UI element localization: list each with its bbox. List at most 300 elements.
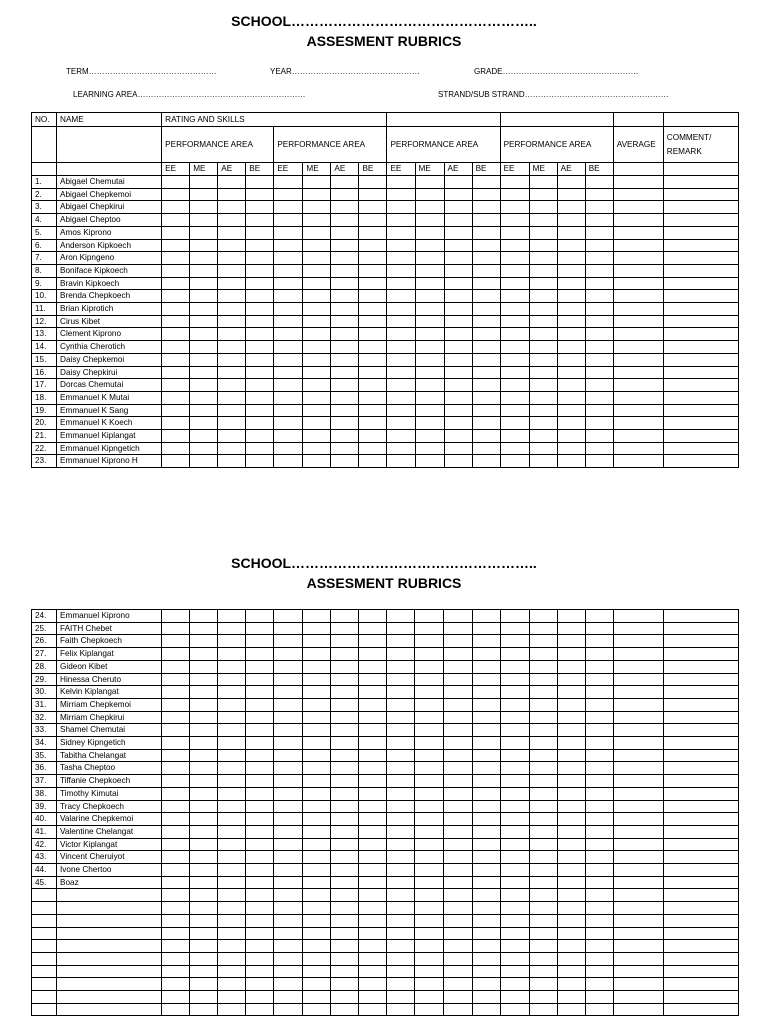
- score-cell[interactable]: [162, 391, 190, 404]
- score-cell[interactable]: [500, 648, 529, 661]
- remark-cell[interactable]: [663, 303, 738, 316]
- score-cell[interactable]: [529, 430, 557, 443]
- score-cell[interactable]: [444, 239, 472, 252]
- score-cell[interactable]: [246, 391, 274, 404]
- score-cell[interactable]: [472, 711, 500, 724]
- score-cell[interactable]: [274, 889, 303, 902]
- score-cell[interactable]: [190, 813, 218, 826]
- score-cell[interactable]: [387, 622, 415, 635]
- score-cell[interactable]: [218, 724, 246, 737]
- score-cell[interactable]: [246, 648, 274, 661]
- score-cell[interactable]: [387, 353, 415, 366]
- score-cell[interactable]: [331, 876, 359, 889]
- score-cell[interactable]: [500, 442, 529, 455]
- score-cell[interactable]: [218, 1003, 246, 1016]
- score-cell[interactable]: [359, 417, 387, 430]
- score-cell[interactable]: [359, 315, 387, 328]
- score-cell[interactable]: [359, 762, 387, 775]
- score-cell[interactable]: [303, 800, 331, 813]
- score-cell[interactable]: [557, 673, 585, 686]
- score-cell[interactable]: [500, 825, 529, 838]
- score-cell[interactable]: [190, 648, 218, 661]
- score-cell[interactable]: [190, 673, 218, 686]
- score-cell[interactable]: [500, 1003, 529, 1016]
- remark-cell[interactable]: [663, 252, 738, 265]
- average-cell[interactable]: [613, 417, 663, 430]
- score-cell[interactable]: [500, 353, 529, 366]
- score-cell[interactable]: [500, 366, 529, 379]
- score-cell[interactable]: [303, 673, 331, 686]
- score-cell[interactable]: [190, 188, 218, 201]
- score-cell[interactable]: [359, 303, 387, 316]
- score-cell[interactable]: [444, 417, 472, 430]
- score-cell[interactable]: [529, 965, 557, 978]
- score-cell[interactable]: [415, 876, 444, 889]
- score-cell[interactable]: [246, 188, 274, 201]
- remark-cell[interactable]: [663, 366, 738, 379]
- score-cell[interactable]: [387, 813, 415, 826]
- score-cell[interactable]: [444, 889, 472, 902]
- score-cell[interactable]: [472, 1003, 500, 1016]
- average-cell[interactable]: [613, 902, 663, 915]
- score-cell[interactable]: [359, 749, 387, 762]
- average-cell[interactable]: [613, 787, 663, 800]
- score-cell[interactable]: [500, 303, 529, 316]
- score-cell[interactable]: [331, 813, 359, 826]
- score-cell[interactable]: [274, 927, 303, 940]
- score-cell[interactable]: [162, 737, 190, 750]
- remark-cell[interactable]: [663, 673, 738, 686]
- score-cell[interactable]: [190, 404, 218, 417]
- score-cell[interactable]: [246, 825, 274, 838]
- average-cell[interactable]: [613, 927, 663, 940]
- score-cell[interactable]: [162, 851, 190, 864]
- score-cell[interactable]: [303, 990, 331, 1003]
- score-cell[interactable]: [500, 876, 529, 889]
- score-cell[interactable]: [500, 176, 529, 189]
- score-cell[interactable]: [557, 787, 585, 800]
- score-cell[interactable]: [387, 366, 415, 379]
- score-cell[interactable]: [162, 290, 190, 303]
- score-cell[interactable]: [218, 990, 246, 1003]
- score-cell[interactable]: [359, 724, 387, 737]
- score-cell[interactable]: [274, 698, 303, 711]
- score-cell[interactable]: [585, 902, 613, 915]
- score-cell[interactable]: [557, 226, 585, 239]
- score-cell[interactable]: [529, 239, 557, 252]
- score-cell[interactable]: [274, 290, 303, 303]
- score-cell[interactable]: [274, 622, 303, 635]
- score-cell[interactable]: [500, 455, 529, 468]
- remark-cell[interactable]: [663, 430, 738, 443]
- score-cell[interactable]: [359, 264, 387, 277]
- score-cell[interactable]: [162, 1003, 190, 1016]
- score-cell[interactable]: [359, 914, 387, 927]
- score-cell[interactable]: [444, 252, 472, 265]
- score-cell[interactable]: [472, 176, 500, 189]
- score-cell[interactable]: [190, 277, 218, 290]
- score-cell[interactable]: [331, 978, 359, 991]
- score-cell[interactable]: [500, 813, 529, 826]
- score-cell[interactable]: [387, 914, 415, 927]
- remark-cell[interactable]: [663, 1003, 738, 1016]
- score-cell[interactable]: [359, 711, 387, 724]
- score-cell[interactable]: [190, 864, 218, 877]
- score-cell[interactable]: [331, 660, 359, 673]
- score-cell[interactable]: [218, 366, 246, 379]
- score-cell[interactable]: [500, 610, 529, 623]
- score-cell[interactable]: [359, 366, 387, 379]
- score-cell[interactable]: [274, 787, 303, 800]
- average-cell[interactable]: [613, 290, 663, 303]
- score-cell[interactable]: [585, 430, 613, 443]
- score-cell[interactable]: [529, 455, 557, 468]
- score-cell[interactable]: [190, 838, 218, 851]
- score-cell[interactable]: [444, 914, 472, 927]
- score-cell[interactable]: [359, 902, 387, 915]
- score-cell[interactable]: [557, 660, 585, 673]
- score-cell[interactable]: [331, 430, 359, 443]
- score-cell[interactable]: [500, 226, 529, 239]
- score-cell[interactable]: [218, 341, 246, 354]
- score-cell[interactable]: [359, 635, 387, 648]
- remark-cell[interactable]: [663, 990, 738, 1003]
- score-cell[interactable]: [274, 749, 303, 762]
- score-cell[interactable]: [415, 353, 444, 366]
- remark-cell[interactable]: [663, 775, 738, 788]
- score-cell[interactable]: [529, 762, 557, 775]
- score-cell[interactable]: [274, 391, 303, 404]
- score-cell[interactable]: [218, 404, 246, 417]
- score-cell[interactable]: [162, 660, 190, 673]
- score-cell[interactable]: [218, 201, 246, 214]
- score-cell[interactable]: [218, 455, 246, 468]
- average-cell[interactable]: [613, 366, 663, 379]
- score-cell[interactable]: [303, 902, 331, 915]
- score-cell[interactable]: [331, 404, 359, 417]
- score-cell[interactable]: [557, 775, 585, 788]
- score-cell[interactable]: [557, 176, 585, 189]
- score-cell[interactable]: [529, 328, 557, 341]
- score-cell[interactable]: [331, 927, 359, 940]
- score-cell[interactable]: [162, 226, 190, 239]
- score-cell[interactable]: [472, 622, 500, 635]
- score-cell[interactable]: [444, 341, 472, 354]
- score-cell[interactable]: [415, 315, 444, 328]
- score-cell[interactable]: [529, 379, 557, 392]
- score-cell[interactable]: [274, 813, 303, 826]
- score-cell[interactable]: [162, 353, 190, 366]
- average-cell[interactable]: [613, 800, 663, 813]
- score-cell[interactable]: [557, 1003, 585, 1016]
- score-cell[interactable]: [303, 622, 331, 635]
- score-cell[interactable]: [359, 430, 387, 443]
- score-cell[interactable]: [303, 391, 331, 404]
- score-cell[interactable]: [529, 226, 557, 239]
- score-cell[interactable]: [190, 635, 218, 648]
- score-cell[interactable]: [246, 442, 274, 455]
- score-cell[interactable]: [585, 622, 613, 635]
- remark-cell[interactable]: [663, 328, 738, 341]
- score-cell[interactable]: [162, 749, 190, 762]
- score-cell[interactable]: [331, 188, 359, 201]
- score-cell[interactable]: [472, 239, 500, 252]
- score-cell[interactable]: [303, 813, 331, 826]
- score-cell[interactable]: [190, 214, 218, 227]
- score-cell[interactable]: [246, 737, 274, 750]
- score-cell[interactable]: [557, 391, 585, 404]
- score-cell[interactable]: [274, 686, 303, 699]
- score-cell[interactable]: [162, 188, 190, 201]
- score-cell[interactable]: [303, 838, 331, 851]
- score-cell[interactable]: [218, 876, 246, 889]
- score-cell[interactable]: [218, 252, 246, 265]
- score-cell[interactable]: [585, 978, 613, 991]
- score-cell[interactable]: [500, 775, 529, 788]
- score-cell[interactable]: [500, 214, 529, 227]
- average-cell[interactable]: [613, 264, 663, 277]
- score-cell[interactable]: [557, 648, 585, 661]
- score-cell[interactable]: [387, 455, 415, 468]
- score-cell[interactable]: [331, 366, 359, 379]
- score-cell[interactable]: [190, 239, 218, 252]
- score-cell[interactable]: [162, 214, 190, 227]
- score-cell[interactable]: [246, 902, 274, 915]
- score-cell[interactable]: [359, 737, 387, 750]
- average-cell[interactable]: [613, 851, 663, 864]
- score-cell[interactable]: [415, 201, 444, 214]
- score-cell[interactable]: [415, 864, 444, 877]
- score-cell[interactable]: [585, 201, 613, 214]
- score-cell[interactable]: [162, 277, 190, 290]
- score-cell[interactable]: [472, 353, 500, 366]
- score-cell[interactable]: [529, 176, 557, 189]
- remark-cell[interactable]: [663, 648, 738, 661]
- remark-cell[interactable]: [663, 201, 738, 214]
- score-cell[interactable]: [472, 876, 500, 889]
- score-cell[interactable]: [415, 277, 444, 290]
- score-cell[interactable]: [303, 927, 331, 940]
- score-cell[interactable]: [190, 940, 218, 953]
- score-cell[interactable]: [444, 290, 472, 303]
- score-cell[interactable]: [557, 622, 585, 635]
- score-cell[interactable]: [359, 391, 387, 404]
- score-cell[interactable]: [190, 442, 218, 455]
- score-cell[interactable]: [331, 417, 359, 430]
- score-cell[interactable]: [444, 214, 472, 227]
- average-cell[interactable]: [613, 673, 663, 686]
- score-cell[interactable]: [274, 775, 303, 788]
- score-cell[interactable]: [190, 914, 218, 927]
- score-cell[interactable]: [387, 825, 415, 838]
- score-cell[interactable]: [162, 455, 190, 468]
- score-cell[interactable]: [218, 328, 246, 341]
- score-cell[interactable]: [557, 686, 585, 699]
- score-cell[interactable]: [331, 353, 359, 366]
- score-cell[interactable]: [162, 201, 190, 214]
- score-cell[interactable]: [218, 635, 246, 648]
- score-cell[interactable]: [415, 610, 444, 623]
- score-cell[interactable]: [274, 404, 303, 417]
- score-cell[interactable]: [218, 379, 246, 392]
- score-cell[interactable]: [529, 660, 557, 673]
- score-cell[interactable]: [359, 864, 387, 877]
- score-cell[interactable]: [274, 978, 303, 991]
- score-cell[interactable]: [472, 990, 500, 1003]
- score-cell[interactable]: [162, 825, 190, 838]
- score-cell[interactable]: [444, 648, 472, 661]
- score-cell[interactable]: [387, 239, 415, 252]
- score-cell[interactable]: [246, 328, 274, 341]
- score-cell[interactable]: [387, 724, 415, 737]
- average-cell[interactable]: [613, 762, 663, 775]
- score-cell[interactable]: [557, 635, 585, 648]
- score-cell[interactable]: [303, 290, 331, 303]
- score-cell[interactable]: [415, 711, 444, 724]
- score-cell[interactable]: [529, 404, 557, 417]
- score-cell[interactable]: [557, 978, 585, 991]
- score-cell[interactable]: [218, 711, 246, 724]
- score-cell[interactable]: [331, 442, 359, 455]
- score-cell[interactable]: [415, 176, 444, 189]
- score-cell[interactable]: [415, 965, 444, 978]
- score-cell[interactable]: [557, 455, 585, 468]
- score-cell[interactable]: [585, 876, 613, 889]
- score-cell[interactable]: [246, 864, 274, 877]
- score-cell[interactable]: [274, 341, 303, 354]
- remark-cell[interactable]: [663, 914, 738, 927]
- score-cell[interactable]: [190, 201, 218, 214]
- score-cell[interactable]: [415, 214, 444, 227]
- score-cell[interactable]: [472, 864, 500, 877]
- score-cell[interactable]: [190, 698, 218, 711]
- score-cell[interactable]: [246, 635, 274, 648]
- score-cell[interactable]: [162, 610, 190, 623]
- remark-cell[interactable]: [663, 315, 738, 328]
- remark-cell[interactable]: [663, 737, 738, 750]
- score-cell[interactable]: [190, 366, 218, 379]
- score-cell[interactable]: [331, 648, 359, 661]
- score-cell[interactable]: [557, 442, 585, 455]
- score-cell[interactable]: [557, 303, 585, 316]
- score-cell[interactable]: [359, 927, 387, 940]
- score-cell[interactable]: [303, 648, 331, 661]
- score-cell[interactable]: [190, 252, 218, 265]
- score-cell[interactable]: [274, 648, 303, 661]
- score-cell[interactable]: [444, 610, 472, 623]
- score-cell[interactable]: [331, 635, 359, 648]
- score-cell[interactable]: [331, 851, 359, 864]
- score-cell[interactable]: [472, 749, 500, 762]
- score-cell[interactable]: [444, 952, 472, 965]
- score-cell[interactable]: [246, 430, 274, 443]
- score-cell[interactable]: [274, 366, 303, 379]
- score-cell[interactable]: [529, 864, 557, 877]
- score-cell[interactable]: [274, 214, 303, 227]
- remark-cell[interactable]: [663, 800, 738, 813]
- score-cell[interactable]: [274, 315, 303, 328]
- score-cell[interactable]: [472, 264, 500, 277]
- average-cell[interactable]: [613, 990, 663, 1003]
- score-cell[interactable]: [274, 1003, 303, 1016]
- score-cell[interactable]: [557, 252, 585, 265]
- score-cell[interactable]: [274, 417, 303, 430]
- score-cell[interactable]: [359, 686, 387, 699]
- score-cell[interactable]: [472, 226, 500, 239]
- score-cell[interactable]: [557, 264, 585, 277]
- score-cell[interactable]: [585, 724, 613, 737]
- score-cell[interactable]: [444, 825, 472, 838]
- score-cell[interactable]: [585, 226, 613, 239]
- score-cell[interactable]: [246, 226, 274, 239]
- score-cell[interactable]: [359, 404, 387, 417]
- score-cell[interactable]: [331, 990, 359, 1003]
- score-cell[interactable]: [162, 252, 190, 265]
- score-cell[interactable]: [529, 914, 557, 927]
- score-cell[interactable]: [500, 328, 529, 341]
- score-cell[interactable]: [303, 1003, 331, 1016]
- score-cell[interactable]: [529, 711, 557, 724]
- score-cell[interactable]: [331, 724, 359, 737]
- score-cell[interactable]: [387, 430, 415, 443]
- score-cell[interactable]: [359, 660, 387, 673]
- score-cell[interactable]: [274, 430, 303, 443]
- score-cell[interactable]: [359, 622, 387, 635]
- score-cell[interactable]: [246, 366, 274, 379]
- average-cell[interactable]: [613, 940, 663, 953]
- remark-cell[interactable]: [663, 239, 738, 252]
- score-cell[interactable]: [444, 404, 472, 417]
- score-cell[interactable]: [472, 417, 500, 430]
- average-cell[interactable]: [613, 226, 663, 239]
- score-cell[interactable]: [274, 379, 303, 392]
- score-cell[interactable]: [387, 648, 415, 661]
- score-cell[interactable]: [190, 341, 218, 354]
- score-cell[interactable]: [190, 724, 218, 737]
- score-cell[interactable]: [529, 952, 557, 965]
- score-cell[interactable]: [218, 775, 246, 788]
- score-cell[interactable]: [444, 391, 472, 404]
- score-cell[interactable]: [331, 622, 359, 635]
- average-cell[interactable]: [613, 353, 663, 366]
- score-cell[interactable]: [472, 800, 500, 813]
- score-cell[interactable]: [303, 698, 331, 711]
- score-cell[interactable]: [274, 711, 303, 724]
- score-cell[interactable]: [190, 226, 218, 239]
- remark-cell[interactable]: [663, 927, 738, 940]
- score-cell[interactable]: [331, 379, 359, 392]
- score-cell[interactable]: [472, 391, 500, 404]
- score-cell[interactable]: [387, 188, 415, 201]
- score-cell[interactable]: [359, 239, 387, 252]
- score-cell[interactable]: [303, 965, 331, 978]
- score-cell[interactable]: [387, 927, 415, 940]
- score-cell[interactable]: [162, 762, 190, 775]
- score-cell[interactable]: [331, 1003, 359, 1016]
- score-cell[interactable]: [246, 315, 274, 328]
- average-cell[interactable]: [613, 341, 663, 354]
- average-cell[interactable]: [613, 648, 663, 661]
- score-cell[interactable]: [500, 724, 529, 737]
- remark-cell[interactable]: [663, 214, 738, 227]
- score-cell[interactable]: [472, 379, 500, 392]
- score-cell[interactable]: [415, 673, 444, 686]
- score-cell[interactable]: [585, 404, 613, 417]
- score-cell[interactable]: [218, 737, 246, 750]
- score-cell[interactable]: [472, 201, 500, 214]
- score-cell[interactable]: [387, 711, 415, 724]
- score-cell[interactable]: [246, 455, 274, 468]
